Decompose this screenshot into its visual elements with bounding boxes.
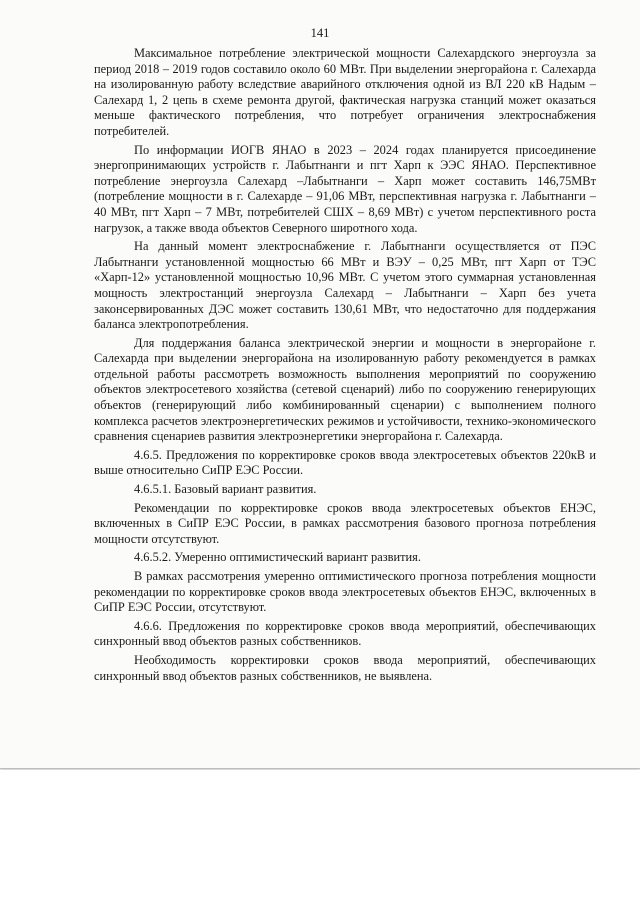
- paragraph-optimistic-variant: В рамках рассмотрения умеренно оптимистического прогноза потребления мощности рекомендации по корректировке сроков ввода электросетевых объектов ЕНЭС, включенных в СиПР ЕЭС России, отсутствуют.: [94, 569, 596, 615]
- blank-background: [0, 770, 640, 905]
- page-number: 141: [310, 26, 330, 40]
- paragraph-sync-commissioning: Необходимость корректировки сроков ввода мероприятий, обеспечивающих синхронный ввод объектов разных собственников, не выявлена.: [94, 652, 596, 683]
- subsection-heading-4-6-5-1: 4.6.5.1. Базовый вариант развития.: [134, 482, 317, 497]
- paragraph-base-variant: Рекомендации по корректировке сроков ввода электросетевых объектов ЕНЭС, включенных в СиПР ЕЭС России, в рамках рассмотрения базового прогноза потребления мощности отсутствуют.: [94, 500, 596, 546]
- subsection-heading-4-6-5-2: 4.6.5.2. Умеренно оптимистический вариант развития.: [134, 550, 421, 565]
- page-body: [94, 46, 596, 684]
- paragraph-max-consumption: Максимальное потребление электрической мощности Салехардского энергоузла за период 2018 – 2019 годов составило около 60 МВт. При выделении энергорайона г. Салехарда на изолированную работу вследствие аварийного отключения одной из ВЛ 220 кВ Надым – Салехард 1, 2 цепь в схеме ремонта другой, фактическая нагрузка станций может оказаться меньше фактического потребления, что потребует ограничения электроснабжения потребителей.: [94, 46, 596, 138]
- section-heading-4-6-6: 4.6.6. Предложения по корректировке сроков ввода мероприятий, обеспечивающих синхронный ввод объектов разных собственников.: [94, 618, 596, 649]
- paragraph-balance-recommendation: Для поддержания баланса электрической энергии и мощности в энергорайоне г. Салехарда при выделении энергорайона на изолированную работу рекомендуется в рамках отдельной работы рассмотреть возможность выполнения мероприятий по сооружению объектов электросетевого хозяйства (сетевой сценарий) либо по сооружению генерирующих объектов (генерирующий либо комбинированный сценарии) с выполнением полного комплекса расчетов электроэнергетических режимов и устойчивости, технико-экономического сравнения сценариев развития электроэнергетики энергорайона г. Салехарда.: [94, 335, 596, 444]
- paragraph-current-supply: На данный момент электроснабжение г. Лабытнанги осуществляется от ПЭС Лабытнанги установленной мощностью 66 МВт и ВЭУ – 0,25 МВт, пгт Харп от ТЭС «Харп-12» установленной мощностью 10,96 МВт. С учетом этого суммарная установленная мощность электростанций энергоузла Салехард – Лабытнанги – Харп без учета законсервированных ДЭС может составить 130,61 МВт, что недостаточно для поддержания баланса электропотребления.: [94, 239, 596, 332]
- paragraph-iogv-info: По информации ИОГВ ЯНАО в 2023 – 2024 годах планируется присоединение энергопринимающих устройств г. Лабытнанги и пгт Харп к ЭЭС ЯНАО. Перспективное потребление энергоузла Салехард –Лабытнанги – Харп может составить 146,75МВт (потребление мощности в г. Салехарде – 91,06 МВт, перспективная нагрузка г. Лабытнанги – 40 МВт, пгт Харп – 7 МВт, потребителей СШХ – 8,69 МВт) с учетом перспективного роста нагрузок, а также ввода объектов Северного широтного хода.: [94, 142, 596, 235]
- section-heading-4-6-5: 4.6.5. Предложения по корректировке сроков ввода электросетевых объектов 220кВ и выше относительно СиПР ЕЭС России.: [94, 447, 596, 478]
